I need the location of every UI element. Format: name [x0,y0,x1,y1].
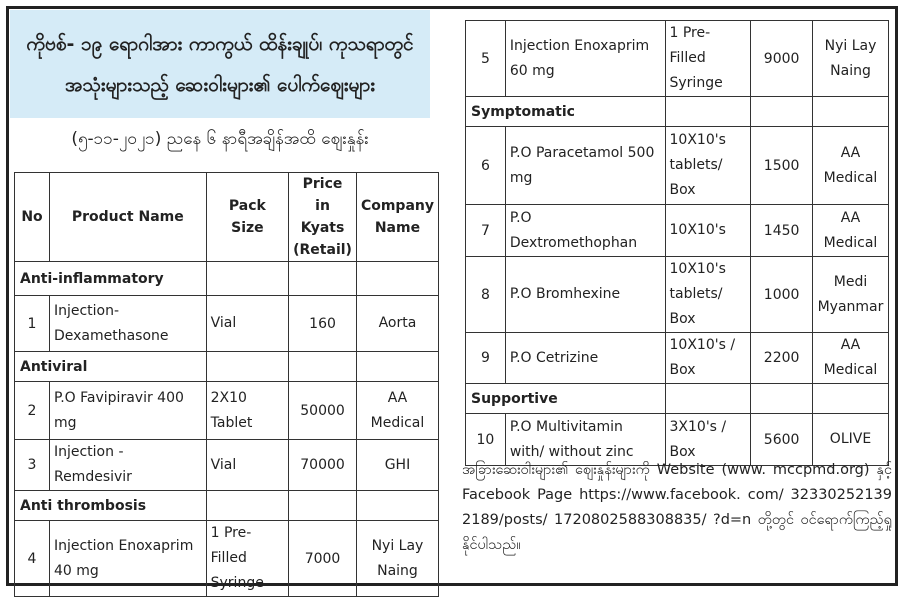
pack-size-line: Vial [210,315,237,331]
price-cell: 50000 [289,382,357,440]
empty-cell [206,352,289,382]
product-name-cell [49,440,206,491]
table-row [15,440,439,491]
empty-cell [289,352,357,382]
table-row [466,333,889,384]
product-name-line: mg [509,169,533,186]
row-number-cell: 6 [466,127,506,205]
pack-size-line: Box [669,362,696,378]
pack-size-cell [665,257,751,333]
product-name-line: with/ without zinc [509,443,634,460]
empty-cell [356,262,438,296]
pack-size-line: 10X10's [669,261,726,277]
company-name-cell [356,440,438,491]
product-name-line: 60 mg [509,62,555,79]
price-cell: 70000 [289,440,357,491]
price-cell: 9000 [751,21,813,97]
company-name-line: AA [387,389,408,406]
company-name-line: Medical [823,234,878,251]
empty-cell [812,97,888,127]
pack-size-cell [206,521,289,597]
product-name-line: P.O Favipiravir 400 [53,389,184,406]
pack-size-line: 10X10's / [669,337,736,353]
company-name-cell [356,521,438,597]
header-no: No [15,173,50,262]
pack-size-cell [665,127,751,205]
empty-cell [665,384,751,414]
price-cell: 7000 [289,521,357,597]
price-table-right [465,20,889,466]
product-name-cell [505,21,665,97]
pack-size-line: tablets/ [669,157,723,173]
product-name-line: P.O Cetrizine [509,349,599,366]
company-name-cell [812,21,888,97]
header-price [289,173,357,262]
header-company-name [356,173,438,262]
company-name-line: Medical [823,362,878,378]
company-name-line: Naing [377,562,418,579]
pack-size-line: Box [669,311,696,327]
product-name-line: Injection - Remdesivir [53,444,132,485]
company-name-line: GHI [384,456,411,473]
pack-size-cell [206,440,289,491]
empty-cell [751,97,813,127]
company-name-line: AA [840,144,861,161]
company-name-cell [356,296,438,352]
section-row [466,384,889,414]
price-cell: 1500 [751,127,813,205]
pack-size-cell [206,382,289,440]
company-name-line: Medi [833,273,868,290]
price-cell: 160 [289,296,357,352]
pack-size-cell [665,21,751,97]
pack-size-line: Vial [210,456,237,473]
header-price-line: Kyats [300,220,345,236]
section-label: Anti thrombosis [15,491,207,521]
company-name-cell [812,257,888,333]
product-name-line: P.O [509,209,532,226]
pack-size-cell [665,333,751,384]
company-name-line: Medical [823,169,878,186]
product-name-line: Dexamethasone [53,327,169,344]
section-label: Supportive [466,384,666,414]
pack-size-line: 1 Pre-Filled [669,25,711,66]
row-number-cell: 5 [466,21,506,97]
product-name-cell [49,296,206,352]
company-name-line: Medical [370,414,425,431]
row-number-cell: 9 [466,333,506,384]
product-name-line: Injection Enoxaprim [509,37,650,54]
header-product-name: Product Name [49,173,206,262]
company-name-line: Nyi Lay [824,37,877,54]
company-name-line: Aorta [378,315,417,331]
product-name-line: 40 mg [53,562,99,579]
price-cell: 2200 [751,333,813,384]
pack-size-line: Box [669,443,696,460]
row-number-cell: 10 [466,414,506,466]
company-name-line: AA [840,209,861,226]
company-name-line: Naing [830,62,871,79]
table-row [15,296,439,352]
table-row [15,521,439,597]
header-company-line: Name [374,220,421,236]
row-number-cell: 3 [15,440,50,491]
row-number-cell: 2 [15,382,50,440]
section-label: Symptomatic [466,97,666,127]
section-label: Antiviral [15,352,207,382]
product-name-cell [505,127,665,205]
price-table-left [14,172,439,597]
section-row [15,491,439,521]
row-number-cell: 4 [15,521,50,597]
empty-cell [206,262,289,296]
section-row [15,262,439,296]
table-row [466,257,889,333]
product-name-line: mg [53,414,77,431]
product-name-cell [49,521,206,597]
table-row [466,205,889,257]
header-price-line: Price in [302,176,343,214]
company-name-cell [812,333,888,384]
empty-cell [289,262,357,296]
header-company-line: Company [360,198,434,214]
pack-size-line: 1 Pre-Filled [210,525,252,566]
price-date-subtitle: (၅-၁၁-၂၀၂၁) ညနေ ၆ နာရီအချိန်အထိ ဈေးနှုန်း [71,129,369,149]
pack-size-cell [206,296,289,352]
empty-cell [812,384,888,414]
pack-size-line: Syringe [210,575,264,591]
product-name-line: Injection Enoxaprim [53,537,194,554]
product-name-cell [49,382,206,440]
company-name-cell [812,205,888,257]
table-row [466,127,889,205]
section-row [15,352,439,382]
price-cell: 1450 [751,205,813,257]
price-cell: 5600 [751,414,813,466]
footer-note: အခြားဆေးဝါးများ၏ ဈေးနှုန်းများကို Website (www. mccpmd.org) နှင့် Facebook Page https://www.facebook. com/ 32330252139 2189/posts/ 1720802588308835/ ?d=n တို့တွင် ဝင်ရောက်ကြည့်ရှုနိုင်ပါသည်။ [462,462,892,553]
product-name-cell [505,257,665,333]
section-row [466,97,889,127]
title-line-2: အသုံးများသည့် ဆေးဝါးများ၏ ပေါက်ဈေးများ [64,74,376,96]
row-number-cell: 7 [466,205,506,257]
empty-cell [665,97,751,127]
section-label: Anti-inflammatory [15,262,207,296]
empty-cell [356,491,438,521]
pack-size-line: 3X10's / [669,418,727,435]
pack-size-line: 10X10's [669,132,726,148]
table-header-row [15,173,439,262]
pack-size-cell [665,205,751,257]
pack-size-line: Tablet [210,414,253,431]
pack-size-line: Box [669,182,696,198]
title-line-1: ကိုဗစ်- ၁၉ ရောဂါအား ကာကွယ် ထိန်းချုပ်၊ ကုသရာတွင် [26,33,414,55]
title-banner [10,10,430,118]
pack-size-line: 10X10's [669,222,726,238]
company-name-cell [356,382,438,440]
product-name-line: Injection- [53,302,120,319]
price-cell: 1000 [751,257,813,333]
header-pack-size: Pack Size [206,173,289,262]
company-name-cell [812,127,888,205]
company-name-line: Nyi Lay [371,537,424,554]
company-name-line: AA [840,337,861,353]
pack-size-line: 2X10 [210,389,247,406]
product-name-line: Dextromethophan [509,234,638,251]
table-row [466,21,889,97]
product-name-line: P.O Paracetamol 500 [509,144,655,161]
empty-cell [751,384,813,414]
product-name-line: P.O Multivitamin [509,418,623,435]
empty-cell [289,491,357,521]
table-row [15,382,439,440]
empty-cell [356,352,438,382]
product-name-line: P.O Bromhexine [509,286,621,302]
company-name-line: OLIVE [829,431,872,447]
product-name-cell [505,205,665,257]
header-price-line: (Retail) [293,242,352,258]
empty-cell [206,491,289,521]
row-number-cell: 8 [466,257,506,333]
row-number-cell: 1 [15,296,50,352]
company-name-line: Myanmar [817,298,884,315]
product-name-cell [505,333,665,384]
pack-size-line: Syringe [669,75,723,91]
pack-size-line: tablets/ [669,286,723,302]
